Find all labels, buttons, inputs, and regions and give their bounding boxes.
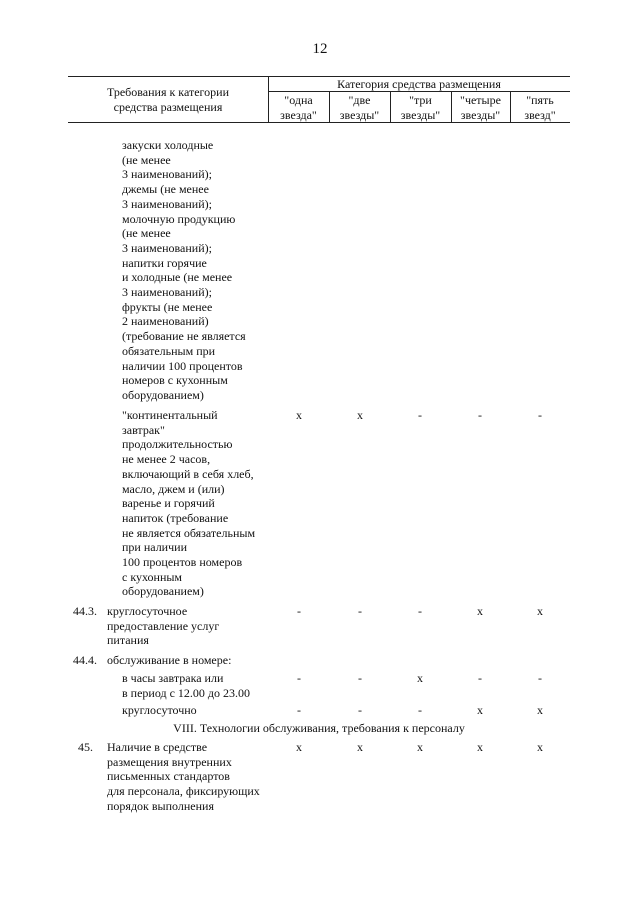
row-text: закуски холодные (не менее 3 наименований); джемы (не менее 3 наименований); молочную продукцию (не менее 3 наименований); напитки горячие и холодные (не менее 3 наименований); фрукты (не менее 2 наименований) (требование не является обязательным при наличии 100 процентов номеров с кухонным оборудованием) [122, 138, 246, 402]
mark-three-stars: x [417, 740, 423, 754]
mark-one-star: - [297, 703, 301, 717]
header-col-5: "пять звезд" [524, 93, 556, 122]
mark-three-stars: x [417, 671, 423, 685]
mark-two-stars: x [357, 408, 363, 422]
mark-four-stars: x [477, 604, 483, 618]
header-col-2: "две звезды" [339, 93, 380, 122]
mark-three-stars: - [418, 408, 422, 422]
row-text: круглосуточно [122, 703, 197, 717]
header-category: Категория средства размещения [337, 77, 501, 91]
mark-five-stars: x [537, 740, 543, 754]
mark-one-star: x [296, 408, 302, 422]
mark-one-star: - [297, 671, 301, 685]
mark-one-star: - [297, 604, 301, 618]
mark-five-stars: - [538, 408, 542, 422]
mark-five-stars: x [537, 703, 543, 717]
mark-four-stars: x [477, 703, 483, 717]
header-col-1: "одна звезда" [280, 93, 317, 122]
mark-four-stars: - [478, 408, 482, 422]
row-number: 44.3. [73, 604, 97, 618]
row-text: обслуживание в номере: [107, 653, 232, 667]
mark-four-stars: - [478, 671, 482, 685]
header-requirements: Требования к категории средства размещения [106, 85, 230, 114]
mark-two-stars: - [358, 604, 362, 618]
row-number: 44.4. [73, 653, 97, 667]
section-title: VIII. Технологии обслуживания, требования к персоналу [173, 721, 465, 735]
mark-three-stars: - [418, 703, 422, 717]
row-number: 45. [78, 740, 93, 754]
mark-three-stars: - [418, 604, 422, 618]
row-text: Наличие в средстве размещения внутренних письменных стандартов для персонала, фиксирующих порядок выполнения [107, 740, 260, 813]
mark-five-stars: - [538, 671, 542, 685]
mark-four-stars: x [477, 740, 483, 754]
header-col-4: "четыре звезды" [460, 93, 501, 122]
row-text: "континентальный завтрак" продолжительностью не менее 2 часов, включающий в себя хлеб, масло, джем и (или) варенье и горячий напиток (требование не является обязательным при наличии 100 процентов номеров с кухонным оборудованием) [122, 408, 256, 599]
header-col-3: "три звезды" [400, 93, 441, 122]
mark-one-star: x [296, 740, 302, 754]
mark-two-stars: x [357, 740, 363, 754]
mark-two-stars: - [358, 671, 362, 685]
mark-two-stars: - [358, 703, 362, 717]
page-number: 12 [312, 41, 328, 57]
mark-five-stars: x [537, 604, 543, 618]
row-text: круглосуточное предоставление услуг питания [107, 604, 220, 648]
row-text: в часы завтрака или в период с 12.00 до 23.00 [122, 671, 251, 700]
